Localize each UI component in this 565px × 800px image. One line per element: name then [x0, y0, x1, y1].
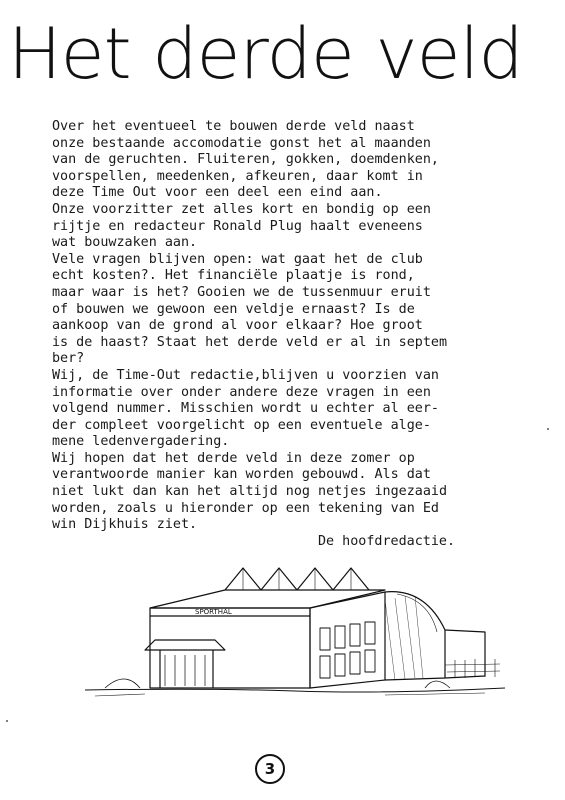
body-line: Over het eventueel te bouwen derde veld naast — [52, 119, 415, 134]
body-line: volgend nummer. Misschien wordt u echter al eer- — [52, 401, 439, 417]
body-line: informatie over onder andere deze vragen in een — [52, 384, 431, 400]
body-line: of bouwen we gewoon een veldje ernaast? Is de — [52, 301, 415, 317]
body-line: niet lukt dan kan het altijd nog netjes ingezaaid — [52, 484, 448, 500]
body-line: rijtje en redacteur Ronald Plug haalt eveneens — [52, 218, 423, 234]
body-line: ber? — [52, 351, 85, 367]
body-line: Vele vragen blijven open: wat gaat het de club — [52, 251, 423, 267]
article-signature: De hoofdredactie. — [318, 534, 456, 549]
body-line: maar waar is het? Gooien we de tussenmuur eruit — [52, 284, 431, 300]
body-line: verantwoorde manier kan worden gebouwd. Als dat — [52, 467, 431, 483]
body-line: onze bestaande accomodatie gonst het al maanden — [52, 135, 431, 151]
article-body — [52, 119, 552, 534]
building-sign-label: SPORTHAL — [195, 608, 232, 616]
body-line: der compleet voorgelicht op een eventuele alge- — [52, 417, 431, 433]
page-title: Het derde veld — [8, 13, 523, 95]
specks — [6, 720, 8, 722]
body-line: wat bouwzaken aan. — [52, 235, 198, 251]
body-line: echt kosten?. Het financiële plaatje is rond, — [52, 268, 415, 284]
body-line: voorspellen, meedenken, afkeuren, daar komt in — [52, 168, 423, 184]
body-line: deze Time Out voor een deel een eind aan. — [52, 185, 383, 201]
page-number: 3 — [264, 759, 276, 778]
body-line: Wij hopen dat het derde veld in deze zomer op — [52, 450, 415, 466]
body-line: mene ledenvergadering. — [52, 434, 230, 450]
body-line: Onze voorzitter zet alles kort en bondig op een — [52, 201, 431, 217]
body-line: aankoop van de grond al voor elkaar? Hoe groot — [52, 318, 423, 334]
body-line: worden, zoals u hieronder op een tekening van Ed — [52, 500, 439, 516]
body-line: Wij, de Time-Out redactie,blijven u voorzien van — [52, 367, 439, 383]
building-sketch-icon — [85, 560, 505, 710]
page-number-badge — [255, 754, 285, 784]
body-line: van de geruchten. Fluiteren, gokken, doemdenken, — [52, 152, 439, 168]
body-line: is de haast? Staat het derde veld er al in septem — [52, 334, 448, 350]
body-line: win Dijkhuis ziet. — [52, 517, 198, 533]
specks — [547, 428, 549, 430]
